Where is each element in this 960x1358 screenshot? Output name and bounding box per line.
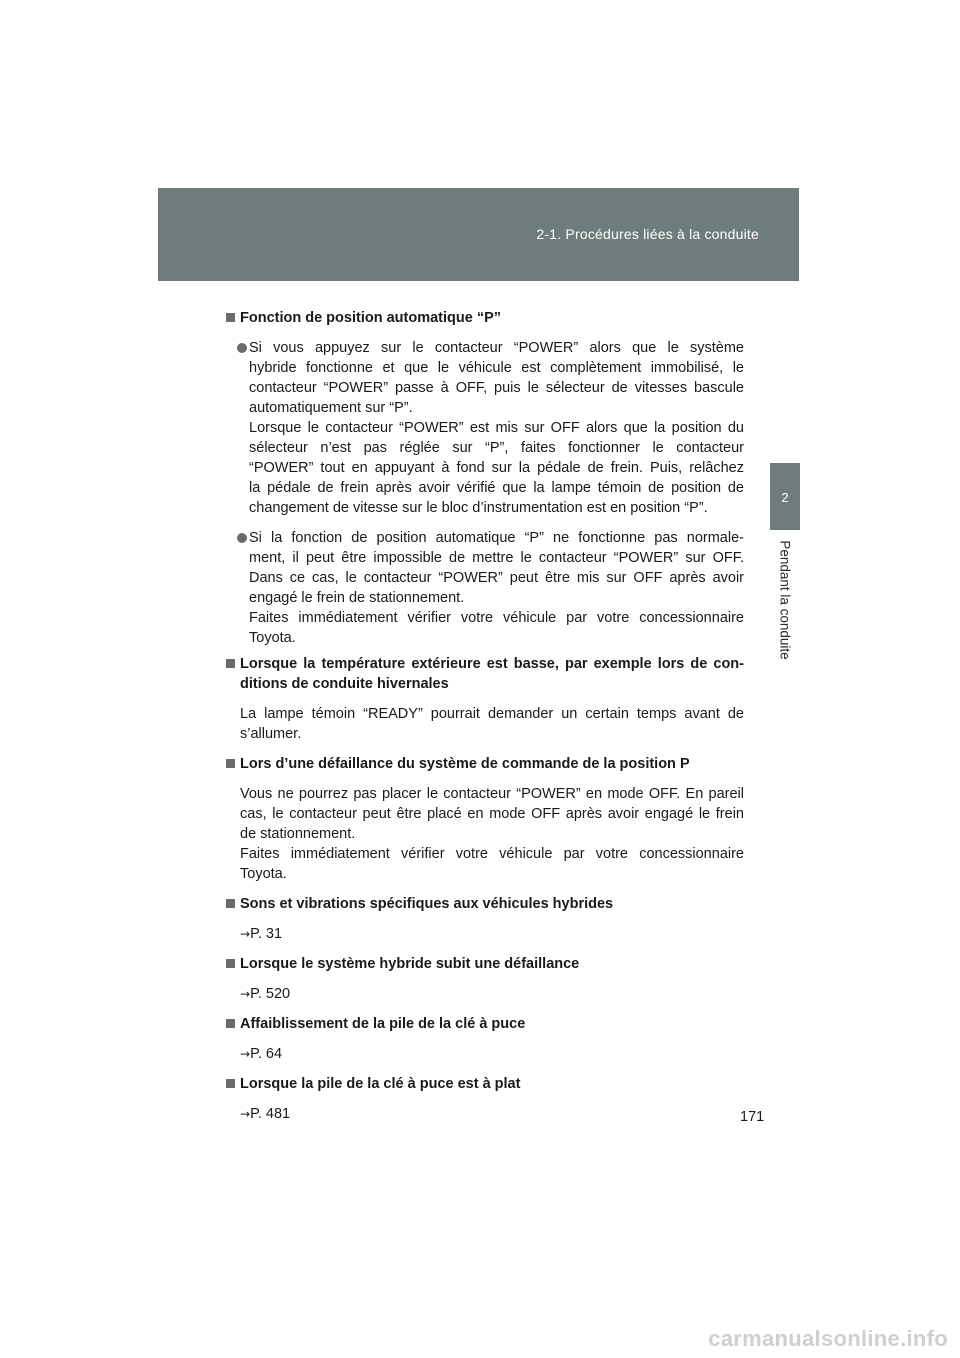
square-bullet-icon	[226, 313, 235, 322]
square-bullet-icon	[226, 899, 235, 908]
page-reference[interactable]: →P. 520	[240, 986, 291, 1002]
section-heading: Lorsque le système hybride subit une défaillance	[226, 954, 744, 974]
square-bullet-icon	[226, 1079, 235, 1088]
round-bullet-icon	[237, 533, 247, 543]
section-heading: Lorsque la pile de la clé à puce est à plat	[226, 1074, 744, 1094]
section-heading: Lors d’une défaillance du système de commande de la position P	[226, 754, 744, 774]
chapter-label: Pendant la conduite	[777, 540, 793, 660]
section-heading: Lorsque la température extérieure est basse, par exemple lors de con- ditions de conduite hivernales	[226, 654, 744, 694]
section-paragraph: La lampe témoin “READY” pourrait demander un certain temps avant de s’allumer.	[240, 706, 744, 742]
arrow-right-icon: →	[240, 927, 251, 941]
bullet-item: Si vous appuyez sur le contacteur “POWER” alors que le système hybride fonctionne et que le véhicule est complètement immobilisé, le contacteur “POWER” passe à OFF, puis le sélecteur de vitesses bascule automatiquement sur “P”. Lorsque le contacteur “POWER” est mis sur OFF alors que la position du sélecteur n’est pas réglée sur “P”, faites fonctionner le contacteur “POWER” tout en appuyant à fond sur la pédale de frein. Puis, relâchez la pédale de frein après avoir vérifié que la lampe témoin de position de changement de vitesse sur le bloc d’instrumentation est en position “P”.	[226, 338, 744, 518]
watermark-text: carmanualsonline.info	[708, 1326, 948, 1351]
square-bullet-icon	[226, 1019, 235, 1028]
arrow-right-icon: →	[240, 1047, 251, 1061]
square-bullet-icon	[226, 759, 235, 768]
square-bullet-icon	[226, 959, 235, 968]
page-reference[interactable]: →P. 64	[240, 1046, 283, 1062]
page-content	[226, 308, 744, 1124]
watermark	[0, 1320, 960, 1358]
section-heading: Fonction de position automatique “P”	[226, 308, 744, 328]
round-bullet-icon	[237, 343, 247, 353]
section-title: 2-1. Procédures liées à la conduite	[536, 226, 759, 242]
arrow-right-icon: →	[240, 1107, 251, 1121]
section-paragraph: Vous ne pourrez pas placer le contacteur “POWER” en mode OFF. En pareil cas, le contacteur peut être placé en mode OFF après avoir engagé le frein de stationnement. Faites immédiatement vérifier votre véhicule par votre concessionnaire Toyota.	[240, 786, 744, 882]
bullet-item: Si la fonction de position automatique “P” ne fonctionne pas normale- ment, il peut être impossible de mettre le contacteur “POWER” sur OFF. Dans ce cas, le contacteur “POWER” peut être mis sur OFF après avoir engagé le frein de stationnement. Faites immédiatement vérifier votre véhicule par votre concessionnaire Toyota.	[226, 528, 744, 648]
section-heading: Sons et vibrations spécifiques aux véhicules hybrides	[226, 894, 744, 914]
arrow-right-icon: →	[240, 987, 251, 1001]
square-bullet-icon	[226, 659, 235, 668]
section-header-band	[158, 188, 799, 281]
chapter-number: 2	[781, 490, 789, 505]
page-reference[interactable]: →P. 31	[240, 926, 283, 942]
chapter-tab	[770, 463, 800, 530]
section-heading: Affaiblissement de la pile de la clé à puce	[226, 1014, 744, 1034]
page-number: 171	[740, 1109, 765, 1125]
page-reference[interactable]: →P. 481	[240, 1106, 291, 1122]
